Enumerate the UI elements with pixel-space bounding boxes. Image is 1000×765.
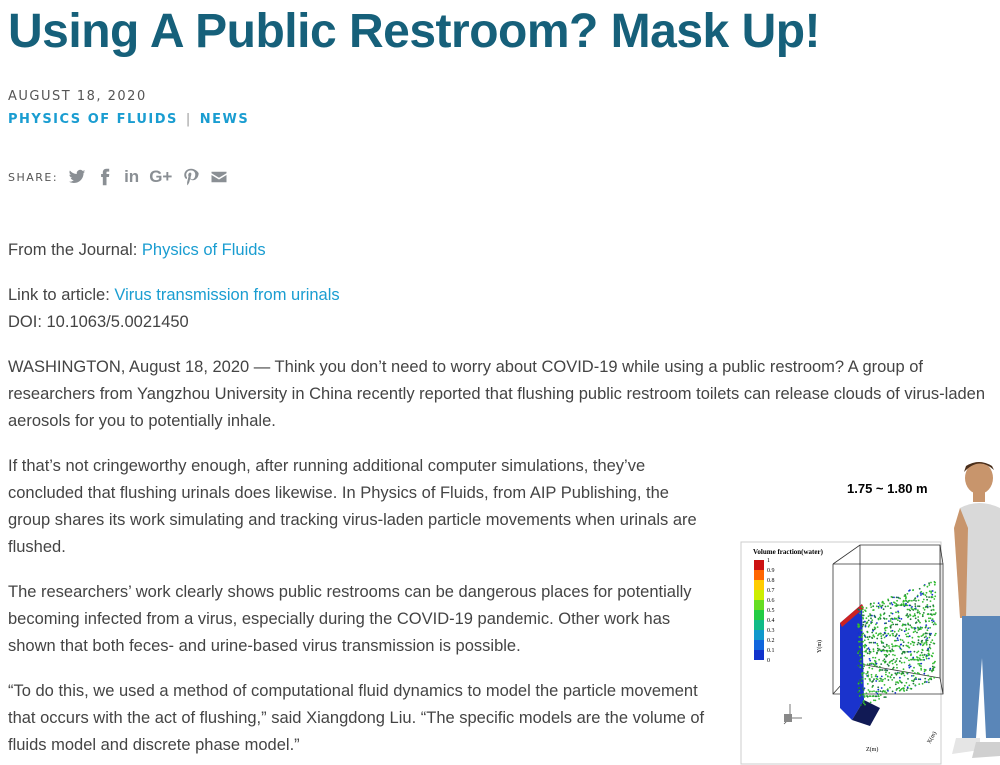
category-link-news[interactable]: NEWS [199, 112, 250, 127]
simulation-figure-svg [740, 458, 1000, 765]
legend-tick-label: 0.7 [767, 588, 775, 594]
legend-tick-label: 0.1 [767, 648, 775, 654]
paragraph-dangers: The researchers’ work clearly shows public restrooms can be dangerous places for potentially becoming infected from a virus, especially during the COVID-19 pandemic. Other work has shown that both feces- and urine-based virus transmission is possible. [8, 583, 692, 655]
x-axis-label: X(m) [926, 730, 939, 745]
article-link-prefix: Link to article: [8, 286, 115, 304]
linkedin-icon[interactable]: in [124, 167, 140, 186]
legend-ticks [767, 558, 775, 664]
legend-tick-label: 0.5 [767, 608, 775, 614]
legend-tick-label: 0.2 [767, 638, 775, 644]
paragraph-quote: “To do this, we used a method of computational fluid dynamics to model the particle movement that occurs with the act of flushing,” said Xiangdong Liu. “The specific models are the volume of fluids model and discrete phase model.” [8, 682, 705, 754]
legend-title: Volume fraction(water) [753, 548, 823, 556]
z-axis-label: Z(m) [866, 747, 879, 753]
article-link-line [8, 282, 340, 309]
height-label: 1.75 ~ 1.80 m [847, 481, 928, 496]
legend-tick-label: 0.6 [767, 598, 775, 604]
person-figure [952, 462, 1000, 758]
legend-tick-label: 0.4 [767, 618, 775, 624]
article-link-block [8, 282, 340, 336]
legend-tick-label: 1 [767, 558, 770, 564]
facebook-icon[interactable] [96, 168, 114, 186]
category-link-physics-of-fluids[interactable]: PHYSICS OF FLUIDS [8, 112, 178, 127]
google-plus-icon[interactable]: G+ [149, 167, 173, 186]
axis-triad-box [784, 714, 792, 722]
y-axis-label: Y(m) [817, 640, 823, 653]
paragraph-intro: WASHINGTON, August 18, 2020 — Think you don’t need to worry about COVID-19 while using a public restroom? A group of researchers from Yangzhou University in China recently reported that flushing public restroom toilets can release clouds of virus-laden aerosols for you to potentially inhale. [8, 358, 986, 430]
doi-text: DOI: 10.1063/5.0021450 [8, 313, 189, 331]
legend-tick-label: 0.8 [767, 578, 775, 584]
category-separator: | [185, 112, 192, 127]
email-icon[interactable] [210, 168, 228, 186]
article-link[interactable]: Virus transmission from urinals [114, 286, 340, 304]
legend-colorbar [754, 560, 764, 660]
article-title: Using A Public Restroom? Mask Up! [8, 5, 821, 58]
pinterest-icon[interactable] [182, 168, 200, 186]
legend-tick-label: 0.3 [767, 628, 775, 634]
share-bar [8, 168, 228, 186]
simulation-figure [740, 458, 1000, 765]
legend-tick-label: 0 [767, 658, 770, 664]
share-label: SHARE: [8, 170, 59, 184]
category-links [8, 112, 249, 127]
twitter-icon[interactable] [68, 168, 86, 186]
journal-link[interactable]: Physics of Fluids [141, 241, 266, 259]
paragraph-urinals: If that’s not cringeworthy enough, after running additional computer simulations, they’ve concluded that flushing urinals does likewise. In Physics of Fluids, from AIP Publishing, the group shares its work simulating and tracking virus-laden particle movements when urinals are flushed. [8, 457, 697, 556]
journal-prefix: From the Journal: [8, 241, 142, 259]
article-date: AUGUST 18, 2020 [8, 89, 147, 104]
legend-tick-label: 0.9 [767, 568, 775, 574]
journal-line [8, 237, 266, 264]
